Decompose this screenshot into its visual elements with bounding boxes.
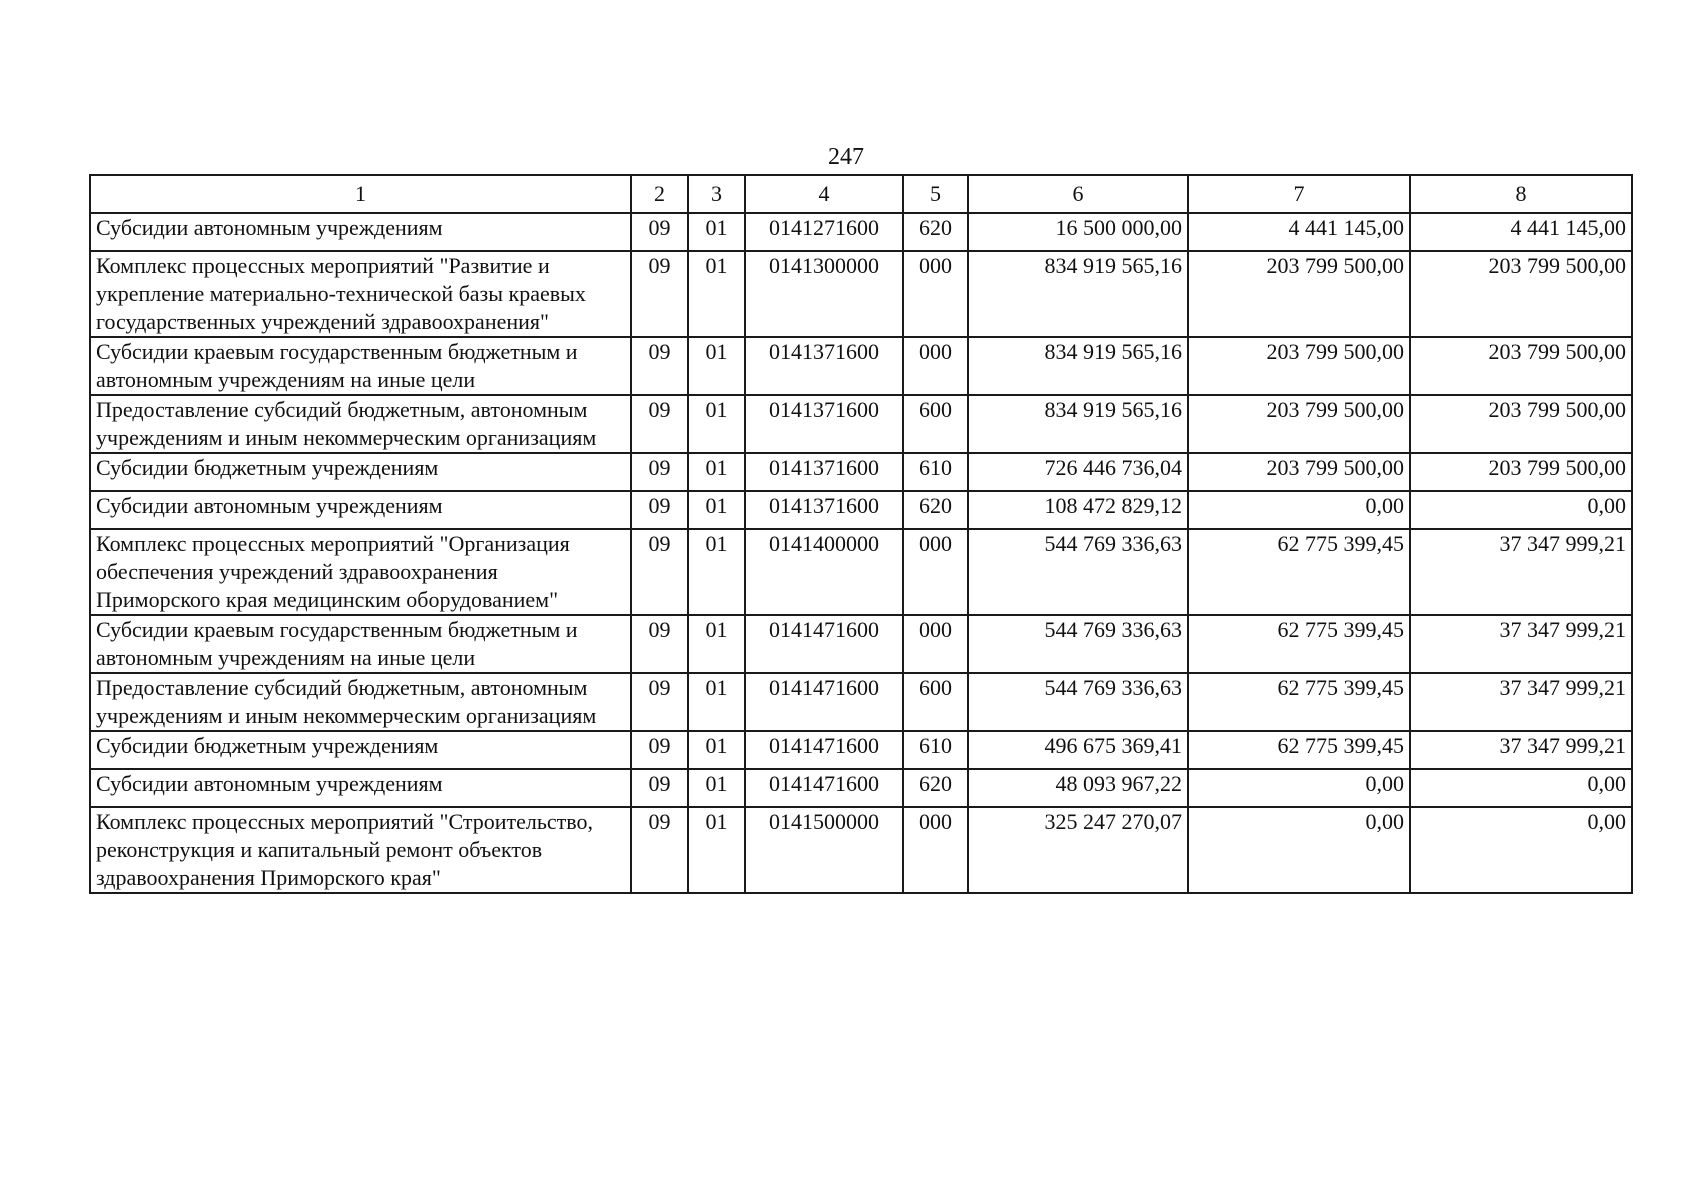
expense-type-code: 610 — [903, 731, 968, 769]
expense-type-code: 600 — [903, 395, 968, 453]
table-row — [90, 615, 1632, 673]
subsection-code: 01 — [688, 251, 745, 337]
amount-col-8: 203 799 500,00 — [1410, 337, 1632, 395]
amount-col-6: 16 500 000,00 — [968, 213, 1188, 251]
table-row — [90, 769, 1632, 807]
amount-col-7: 0,00 — [1188, 491, 1410, 529]
row-name: Субсидии бюджетным учреждениям — [90, 731, 631, 769]
amount-col-7: 62 775 399,45 — [1188, 529, 1410, 615]
table-header-row — [90, 175, 1632, 213]
column-header: 7 — [1188, 175, 1410, 213]
target-article-code: 0141300000 — [745, 251, 903, 337]
column-header: 1 — [90, 175, 631, 213]
target-article-code: 0141371600 — [745, 395, 903, 453]
column-header: 4 — [745, 175, 903, 213]
amount-col-7: 203 799 500,00 — [1188, 453, 1410, 491]
row-name: Комплекс процессных мероприятий "Организация обеспечения учреждений здравоохранения Приморского края медицинским оборудованием" — [90, 529, 631, 615]
amount-col-6: 108 472 829,12 — [968, 491, 1188, 529]
section-code: 09 — [631, 807, 688, 893]
row-name: Комплекс процессных мероприятий "Развитие и укрепление материально-технической базы краевых государственных учреждений здравоохранения" — [90, 251, 631, 337]
column-header: 6 — [968, 175, 1188, 213]
amount-col-6: 834 919 565,16 — [968, 337, 1188, 395]
subsection-code: 01 — [688, 395, 745, 453]
table-row — [90, 251, 1632, 337]
subsection-code: 01 — [688, 529, 745, 615]
row-name: Предоставление субсидий бюджетным, автономным учреждениям и иным некоммерческим организациям — [90, 673, 631, 731]
page-number: 247 — [828, 144, 864, 170]
section-code: 09 — [631, 529, 688, 615]
target-article-code: 0141371600 — [745, 491, 903, 529]
expense-type-code: 000 — [903, 251, 968, 337]
amount-col-8: 37 347 999,21 — [1410, 731, 1632, 769]
table-row — [90, 673, 1632, 731]
amount-col-8: 203 799 500,00 — [1410, 251, 1632, 337]
section-code: 09 — [631, 491, 688, 529]
subsection-code: 01 — [688, 731, 745, 769]
expense-type-code: 610 — [903, 453, 968, 491]
subsection-code: 01 — [688, 807, 745, 893]
table-row — [90, 491, 1632, 529]
amount-col-6: 325 247 270,07 — [968, 807, 1188, 893]
column-header: 3 — [688, 175, 745, 213]
section-code: 09 — [631, 251, 688, 337]
expense-type-code: 000 — [903, 529, 968, 615]
column-header: 2 — [631, 175, 688, 213]
target-article-code: 0141271600 — [745, 213, 903, 251]
expense-type-code: 000 — [903, 337, 968, 395]
amount-col-8: 37 347 999,21 — [1410, 615, 1632, 673]
section-code: 09 — [631, 453, 688, 491]
subsection-code: 01 — [688, 673, 745, 731]
section-code: 09 — [631, 337, 688, 395]
target-article-code: 0141500000 — [745, 807, 903, 893]
column-header: 8 — [1410, 175, 1632, 213]
section-code: 09 — [631, 731, 688, 769]
row-name: Субсидии краевым государственным бюджетным и автономным учреждениям на иные цели — [90, 615, 631, 673]
amount-col-6: 496 675 369,41 — [968, 731, 1188, 769]
amount-col-8: 203 799 500,00 — [1410, 453, 1632, 491]
amount-col-6: 834 919 565,16 — [968, 251, 1188, 337]
target-article-code: 0141371600 — [745, 453, 903, 491]
table-row — [90, 213, 1632, 251]
section-code: 09 — [631, 673, 688, 731]
subsection-code: 01 — [688, 615, 745, 673]
table-row — [90, 453, 1632, 491]
row-name: Субсидии краевым государственным бюджетным и автономным учреждениям на иные цели — [90, 337, 631, 395]
target-article-code: 0141400000 — [745, 529, 903, 615]
target-article-code: 0141471600 — [745, 769, 903, 807]
section-code: 09 — [631, 769, 688, 807]
expense-type-code: 600 — [903, 673, 968, 731]
amount-col-7: 203 799 500,00 — [1188, 251, 1410, 337]
subsection-code: 01 — [688, 453, 745, 491]
amount-col-8: 0,00 — [1410, 769, 1632, 807]
amount-col-7: 203 799 500,00 — [1188, 395, 1410, 453]
target-article-code: 0141471600 — [745, 731, 903, 769]
amount-col-7: 62 775 399,45 — [1188, 615, 1410, 673]
amount-col-6: 544 769 336,63 — [968, 673, 1188, 731]
section-code: 09 — [631, 615, 688, 673]
amount-col-7: 0,00 — [1188, 807, 1410, 893]
amount-col-8: 203 799 500,00 — [1410, 395, 1632, 453]
row-name: Субсидии автономным учреждениям — [90, 213, 631, 251]
table-row — [90, 337, 1632, 395]
table-row — [90, 807, 1632, 893]
amount-col-6: 726 446 736,04 — [968, 453, 1188, 491]
amount-col-7: 203 799 500,00 — [1188, 337, 1410, 395]
expense-type-code: 620 — [903, 491, 968, 529]
subsection-code: 01 — [688, 213, 745, 251]
budget-table — [89, 174, 1633, 894]
amount-col-8: 0,00 — [1410, 491, 1632, 529]
target-article-code: 0141471600 — [745, 673, 903, 731]
subsection-code: 01 — [688, 769, 745, 807]
row-name: Предоставление субсидий бюджетным, автономным учреждениям и иным некоммерческим организациям — [90, 395, 631, 453]
row-name: Субсидии автономным учреждениям — [90, 491, 631, 529]
expense-type-code: 620 — [903, 769, 968, 807]
amount-col-8: 0,00 — [1410, 807, 1632, 893]
amount-col-7: 62 775 399,45 — [1188, 673, 1410, 731]
expense-type-code: 620 — [903, 213, 968, 251]
amount-col-6: 834 919 565,16 — [968, 395, 1188, 453]
table-row — [90, 529, 1632, 615]
expense-type-code: 000 — [903, 807, 968, 893]
table-row — [90, 395, 1632, 453]
section-code: 09 — [631, 395, 688, 453]
amount-col-7: 0,00 — [1188, 769, 1410, 807]
amount-col-6: 48 093 967,22 — [968, 769, 1188, 807]
amount-col-6: 544 769 336,63 — [968, 529, 1188, 615]
amount-col-6: 544 769 336,63 — [968, 615, 1188, 673]
row-name: Комплекс процессных мероприятий "Строительство, реконструкция и капитальный ремонт объектов здравоохранения Приморского края" — [90, 807, 631, 893]
subsection-code: 01 — [688, 337, 745, 395]
amount-col-7: 4 441 145,00 — [1188, 213, 1410, 251]
amount-col-7: 62 775 399,45 — [1188, 731, 1410, 769]
column-header: 5 — [903, 175, 968, 213]
row-name: Субсидии автономным учреждениям — [90, 769, 631, 807]
section-code: 09 — [631, 213, 688, 251]
row-name: Субсидии бюджетным учреждениям — [90, 453, 631, 491]
amount-col-8: 37 347 999,21 — [1410, 529, 1632, 615]
target-article-code: 0141471600 — [745, 615, 903, 673]
expense-type-code: 000 — [903, 615, 968, 673]
amount-col-8: 37 347 999,21 — [1410, 673, 1632, 731]
amount-col-8: 4 441 145,00 — [1410, 213, 1632, 251]
table-row — [90, 731, 1632, 769]
target-article-code: 0141371600 — [745, 337, 903, 395]
subsection-code: 01 — [688, 491, 745, 529]
